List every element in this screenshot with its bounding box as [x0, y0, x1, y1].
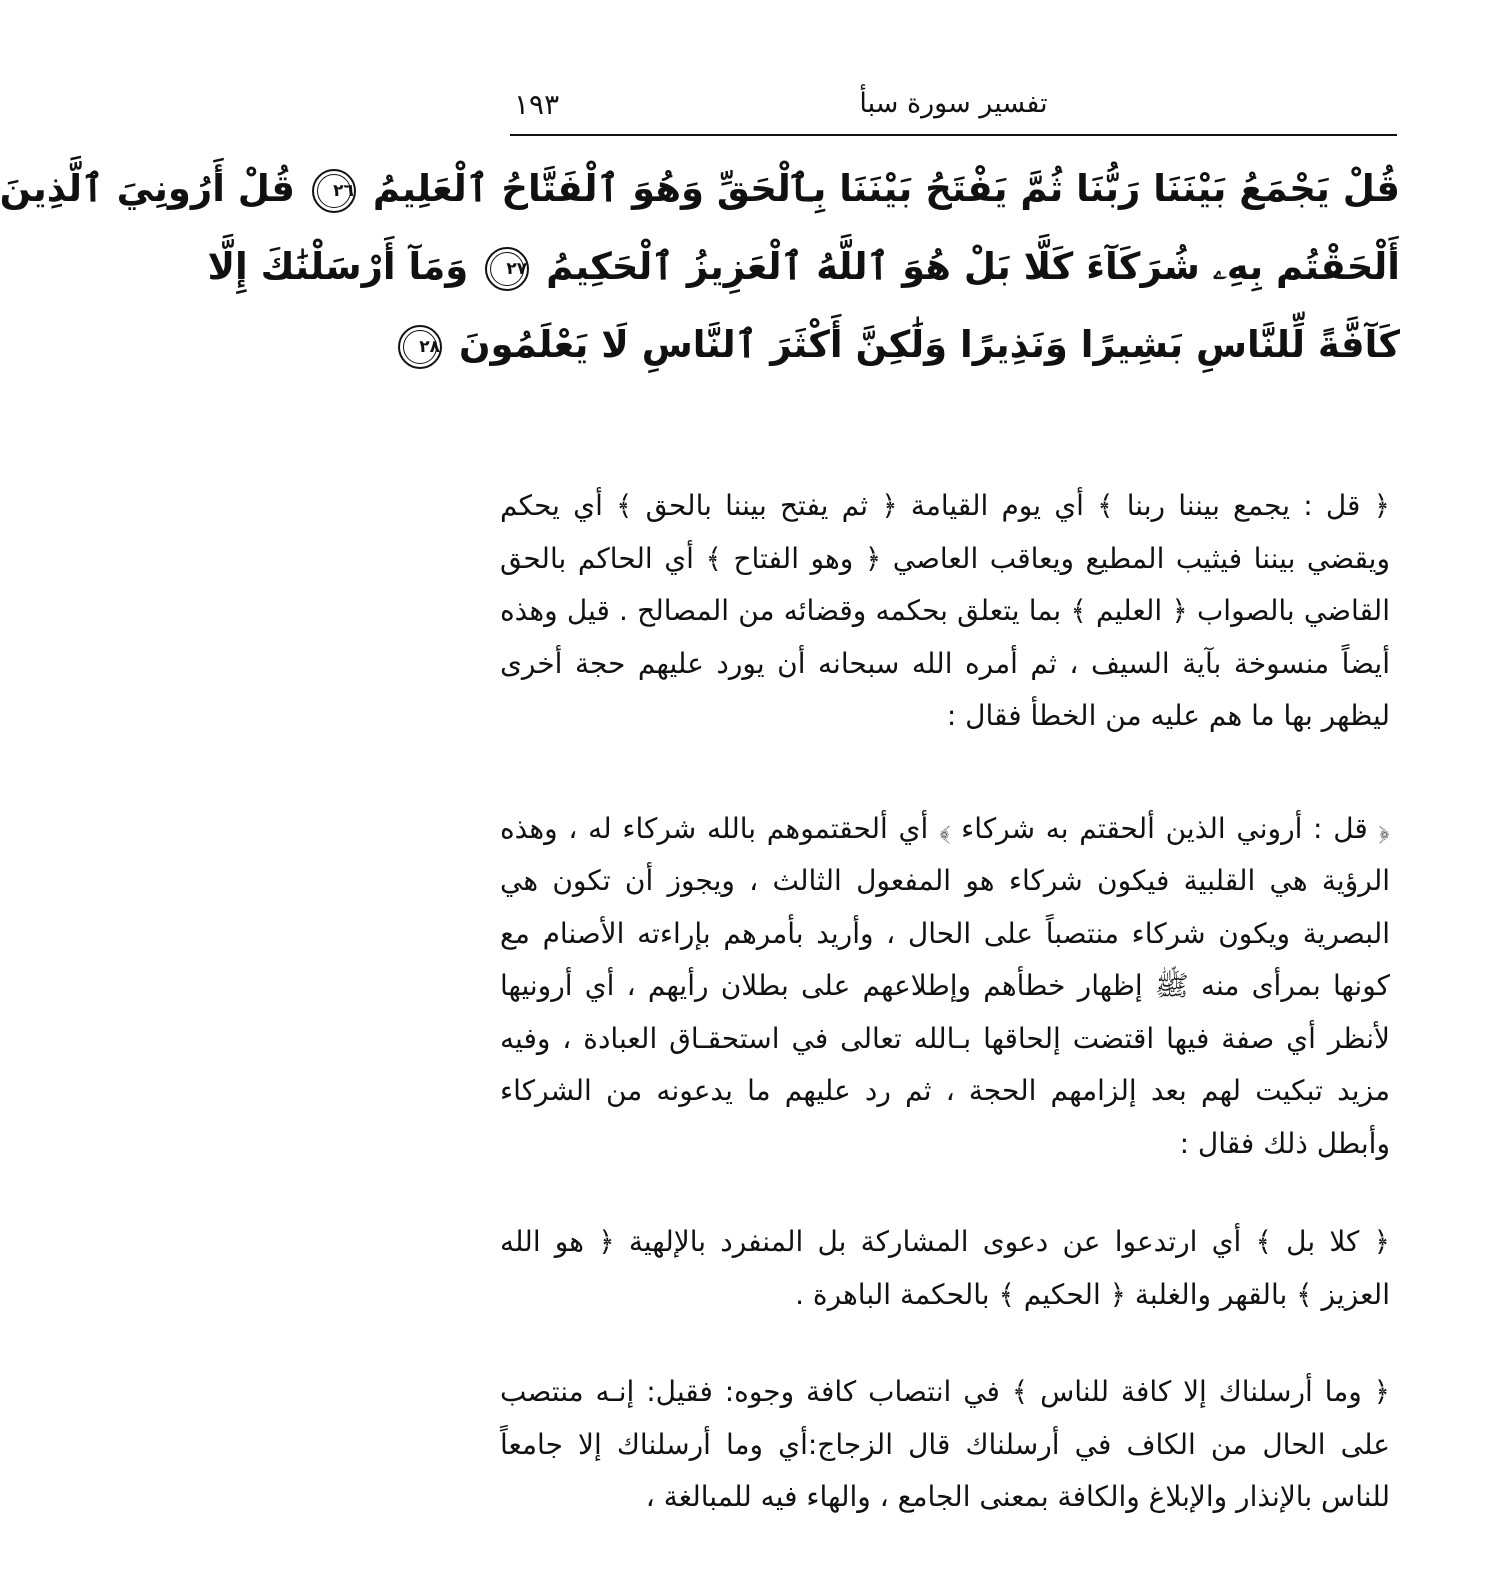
verse-line-2 [207, 228, 1400, 306]
commentary-paragraph: ﴿ قل : أروني الذين ألحقتم به شركاء ﴾ أي ألحقتموهم بالله شركاء له ، وهذه الرؤية هي القلبية فيكون شركاء هو المفعول الثالث ، ويجوز أن تكون هي البصرية ويكون شركاء منتصباً على الحال ، وأريد بأمرهم بإراءته الأصنام مع كونها بمرأى منه ﷺ إظهار خطأهم وإطلاعهم على بطلان رأيهم ، أي أرونيها لأنظر أي صفة فيها اقتضت إلحاقها بـالله تعالى في استحقـاق العبادة ، وفيه مزيد تبكيت لهم بعد إلزامهم الحجة ، ثم رد عليهم ما يدعونه من الشركاء وأبطل ذلك فقال : [500, 811, 1390, 1160]
verse-text: كَآفَّةً لِّلنَّاسِ بَشِيرًا وَنَذِيرًا وَلَٰكِنَّ أَكْثَرَ ٱلنَّاسِ لَا يَعْلَمُونَ [458, 323, 1400, 366]
running-title: تفسير سورة سبأ [859, 88, 1048, 119]
ayah-number-marker: ٢٧ [485, 247, 529, 291]
commentary-paragraph: ﴿ كلا بل ﴾ أي ارتدعوا عن دعوى المشاركة بل المنفرد بالإلهية ﴿ هو الله العزيز ﴾ بالقهر والغلبة ﴿ الحكيم ﴾ بالحكمة الباهرة . [500, 1225, 1390, 1311]
verse-text: قُلْ يَجْمَعُ بَيْنَنَا رَبُّنَا ثُمَّ يَفْتَحُ بَيْنَنَا بِٱلْحَقِّ وَهُوَ ٱلْفَتَّاحُ ٱلْعَلِيمُ [372, 167, 1400, 210]
quran-verses [0, 150, 1400, 384]
verse-text: أَلْحَقْتُم بِهِۦ شُرَكَآءَ كَلَّا بَلْ هُوَ ٱللَّهُ ٱلْعَزِيزُ ٱلْحَكِيمُ [546, 245, 1400, 288]
verse-text: وَمَآ أَرْسَلْنَٰكَ إِلَّا [207, 245, 469, 288]
commentary-paragraph: ﴿ وما أرسلناك إلا كافة للناس ﴾ في انتصاب كافة وجوه: فقيل: إنـه منتصب على الحال من الكاف في أرسلناك قال الزجاج:أي وما أرسلناك إلا جامعاً للناس بالإنذار والإبلاغ والكافة بمعنى الجامع ، والهاء فيه للمبالغة ، [500, 1375, 1390, 1513]
verse-text: قُلْ أَرُونِيَ ٱلَّذِينَ [0, 167, 296, 210]
commentary [500, 480, 1390, 1524]
commentary-paragraph: ﴿ قل : يجمع بيننا ربنا ﴾ أي يوم القيامة ﴿ ثم يفتح بيننا بالحق ﴾ أي يحكم ويقضي بيننا فيثيب المطيع ويعاقب العاصي ﴿ وهو الفتاح ﴾ أي الحاكم بالحق القاضي بالصواب ﴿ العليم ﴾ بما يتعلق بحكمه وقضائه من المصالح . قيل وهذه أيضاً منسوخة بآية السيف ، ثم أمره الله سبحانه أن يورد عليهم حجة أخرى ليظهر بها ما هم عليه من الخطأ فقال : [500, 489, 1390, 732]
ayah-number-marker: ٢٦ [312, 169, 356, 213]
ayah-number-marker: ٢٨ [398, 325, 442, 369]
page-header [510, 84, 1397, 136]
verse-line-3 [419, 306, 1400, 384]
page-number: ١٩٣ [514, 88, 560, 121]
verse-line-1 [0, 150, 1400, 228]
